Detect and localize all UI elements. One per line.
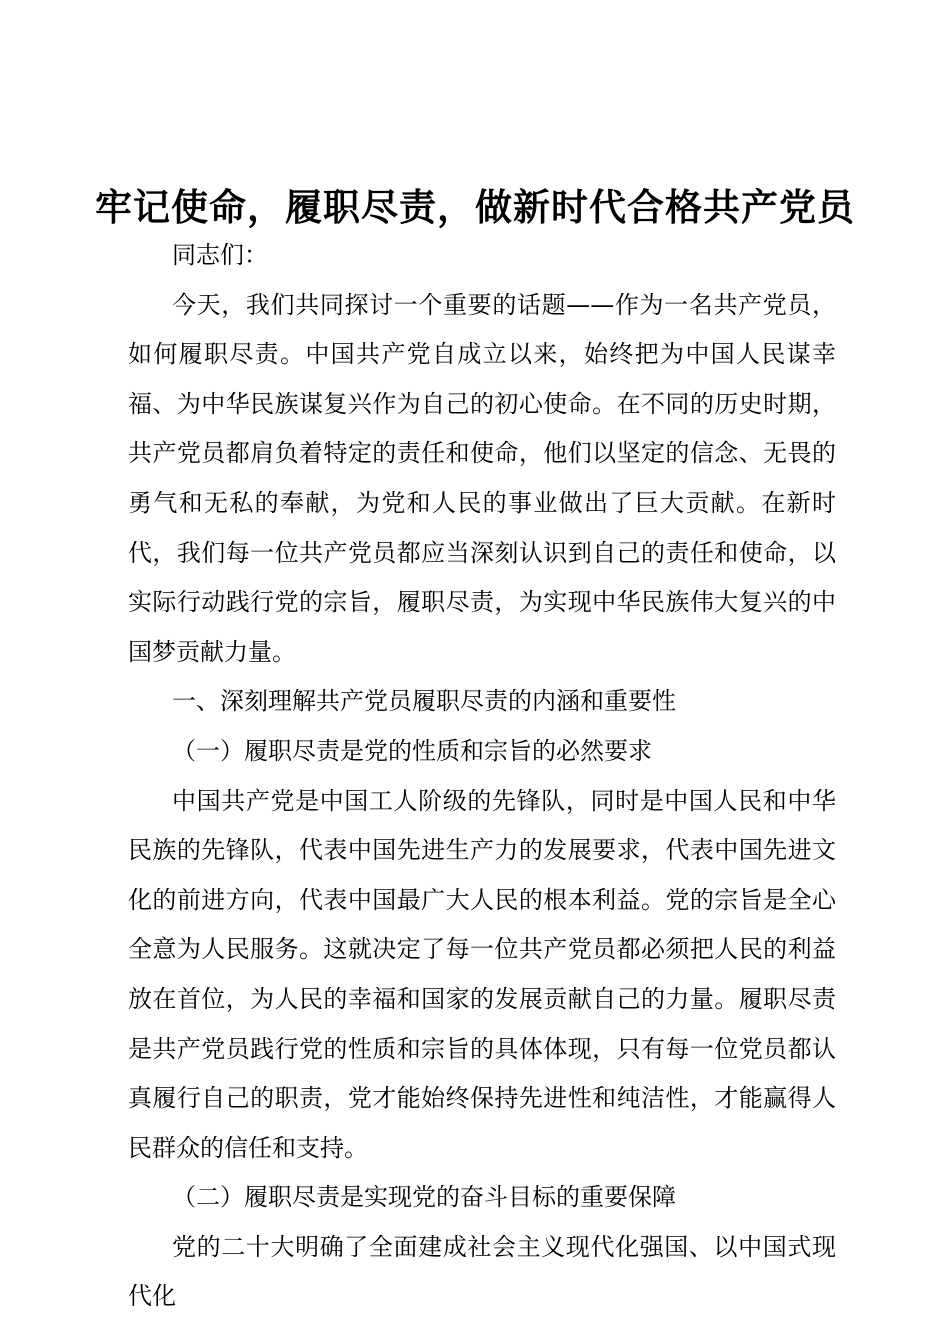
- paragraph-body-1: 中国共产党是中国工人阶级的先锋队，同时是中国人民和中华民族的先锋队，代表中国先进生产力的发展要求，代表中国先进文化的前进方向，代表中国最广大人民的根本利益。党的宗旨是全心全意为人民服务。这就决定了每一位共产党员都必须把人民的利益放在首位，为人民的幸福和国家的发展贡献自己的力量。履职尽责是共产党员践行党的性质和宗旨的具体体现，只有每一位党员都认真履行自己的职责，党才能始终保持先进性和纯洁性，才能赢得人民群众的信任和支持。: [128, 786, 836, 1162]
- subsection-heading-1: （一）履职尽责是党的性质和宗旨的必然要求: [172, 736, 652, 765]
- paragraph-intro: 今天，我们共同探讨一个重要的话题——作为一名共产党员，如何履职尽责。中国共产党自成立以来，始终把为中国人民谋幸福、为中华民族谋复兴作为自己的初心使命。在不同的历史时期，共产党员都肩负着特定的责任和使命，他们以坚定的信念、无畏的勇气和无私的奉献，为党和人民的事业做出了巨大贡献。在新时代，我们每一位共产党员都应当深刻认识到自己的责任和使命，以实际行动践行党的宗旨，履职尽责，为实现中华民族伟大复兴的中国梦贡献力量。: [128, 290, 836, 666]
- document-body: [128, 231, 836, 1322]
- greeting: 同志们：: [172, 241, 268, 269]
- section-heading-1: 一、深刻理解共产党员履职尽责的内涵和重要性: [172, 687, 676, 716]
- document-title: 牢记使命，履职尽责，做新时代合格共产党员: [95, 186, 855, 229]
- subsection-heading-2: （二）履职尽责是实现党的奋斗目标的重要保障: [172, 1183, 676, 1212]
- paragraph-body-2: 党的二十大明确了全面建成社会主义现代化强国、以中国式现代化: [128, 1232, 836, 1311]
